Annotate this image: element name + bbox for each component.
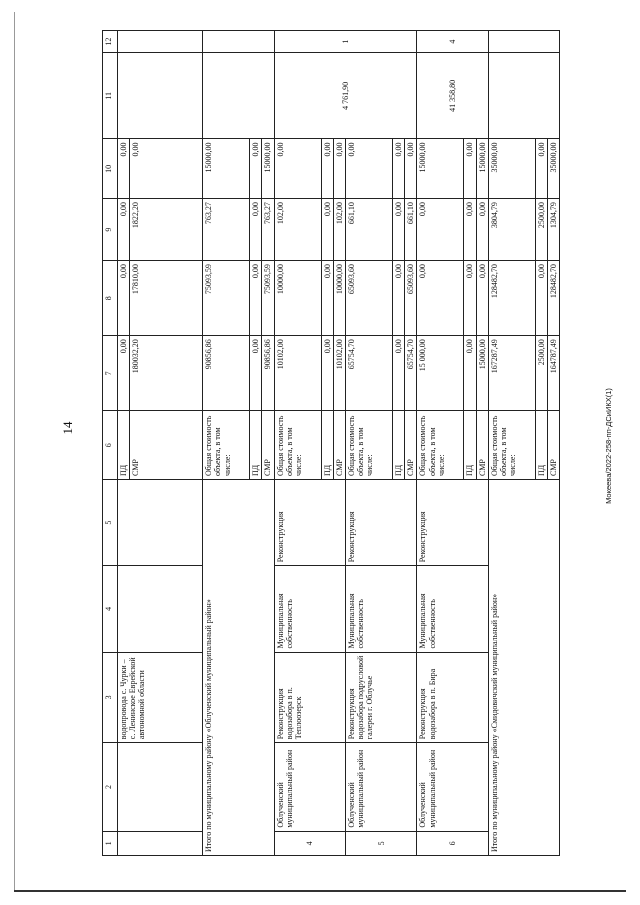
merged-amount: 41 358,80 [417, 53, 488, 139]
footer-reference: Мокеева/2022-258-пп-ДСиИКХ(1) [604, 388, 613, 504]
col-number: 3 [103, 652, 118, 743]
subtotal-row: Итого по муниципальному району «Облученский муниципальный район» Общая стоимость объекта, в том числе: 90856,86 75093,59 763,27 15000,00 [203, 31, 250, 856]
col-number: 9 [103, 199, 118, 261]
bottom-rule [14, 890, 626, 892]
col-number: 8 [103, 261, 118, 336]
col-number: 4 [103, 566, 118, 652]
left-margin-line [14, 12, 15, 890]
object-name: водопровода с. Чурки – с. Ленинское Еврейской автономной области [118, 652, 203, 743]
col-number: 2 [103, 743, 118, 831]
table-row: 5 Облученский муниципальный район Реконструкция водозабора подрусловой галереи г. Облучье Муниципальная собственность Реконструкция Общая стоимость объекта, в том числе: 65754,70 65093,60 661,10 0,00 [345, 31, 392, 856]
table-row: СМР 180032,20 17810,00 1822,20 0,00 [130, 31, 203, 856]
subtotal-row: Итого по муниципальному району «Смидовичский муниципальный район» Общая стоимость объекта, в том числе: 167287,49 128482,70 3804,79 35000,00 [488, 31, 535, 856]
table-row: 4 Облученский муниципальный район Реконструкция водозабора в п. Теплоозерск Муниципальная собственность Реконструкция Общая стоимость объекта, в том числе: 10102,00 10000,00 102,00 0,00 4 761,90 1 [274, 31, 321, 856]
table-row: 6 Облученский муниципальный район Реконструкция водозабора в п. Бира Муниципальная собственность Реконструкция Общая стоимость объекта, в том числе: 15 000,00 0,00 0,00 15000,00 41 358,80 4 [417, 31, 464, 856]
col-number: 7 [103, 336, 118, 411]
col-number: 1 [103, 831, 118, 855]
column-number-row [103, 31, 118, 856]
col-number: 10 [103, 139, 118, 199]
merged-amount: 4 761,90 [274, 53, 417, 139]
rotated-table-wrapper [102, 30, 584, 856]
funding-table: 1 2 3 4 5 6 7 8 9 10 11 12 водопровода с. Чурки – с. Ленинское Еврейской автономной области ПД 0,00 0,00 0,00 0,00 СМР 180032,20 17810,00 1822,20 0,00 Итого по муниципальному району «Облученский муниципальный район» Общая стоимость объекта, в том числе: 90856,86 75093,59 763,27 15000,00 ПД 0,00 0,00 0,00 0,00 СМР 90856,86 75093,59 763,27 15000,00 4 Облученский муниципальный район Реконструкция водозабора в п. Теплоозерск Муниципальная собственность Реконструкция Общая стоимость объекта, в том числе: 10102,00 10000,00 102,00 0,00 4 761,90 1 ПД 0,00 0,00 0,00 0,00 СМР 10102,00 10000,00 102,00 0,00 5 Облученский муниципальный район Реконструкция водозабора подрусловой галереи г. Облучье Муниципальная собственность Реконструкция Общая стоимость объекта, в том числе: 65754,70 65093,60 661,10 0,00 ПД 0,00 0,00 0,00 0,00 СМР 65754,70 65093,60 661,10 0,00 6 Облученский муниципальный район Реконструкция водозабора в п. Бира Муниципальная собственность Реконструкция Общая стоимость объекта, в том числе: 15 000,00 0,00 0,00 15000,00 41 358,80 4 ПД 0,00 0,00 0,00 0,00 СМР 15000,00 0,00 0,00 15000,00 Итого по муниципальному району «Смидовичский муниципальный район» Общая стоимость объекта, в том числе: 167287,49 128482,70 3804,79 35000,00 ПД 2500,00 0,00 2500,00 0,00 СМР 164787,49 128482,70 1304,79 35000,00 [102, 30, 560, 856]
merged-count: 4 [417, 31, 488, 53]
subtotal-label: Итого по муниципальному району «Смидовичский муниципальный район» [488, 480, 559, 856]
page-number: 14 [60, 421, 75, 435]
merged-count: 1 [274, 31, 417, 53]
subtotal-label: Итого по муниципальному району «Облученский муниципальный район» [203, 480, 274, 856]
col-number: 6 [103, 411, 118, 480]
table-row: водопровода с. Чурки – с. Ленинское Еврейской автономной области ПД 0,00 0,00 0,00 0,00 [118, 31, 130, 856]
col-number: 5 [103, 480, 118, 566]
col-number: 12 [103, 31, 118, 53]
col-number: 11 [103, 53, 118, 139]
